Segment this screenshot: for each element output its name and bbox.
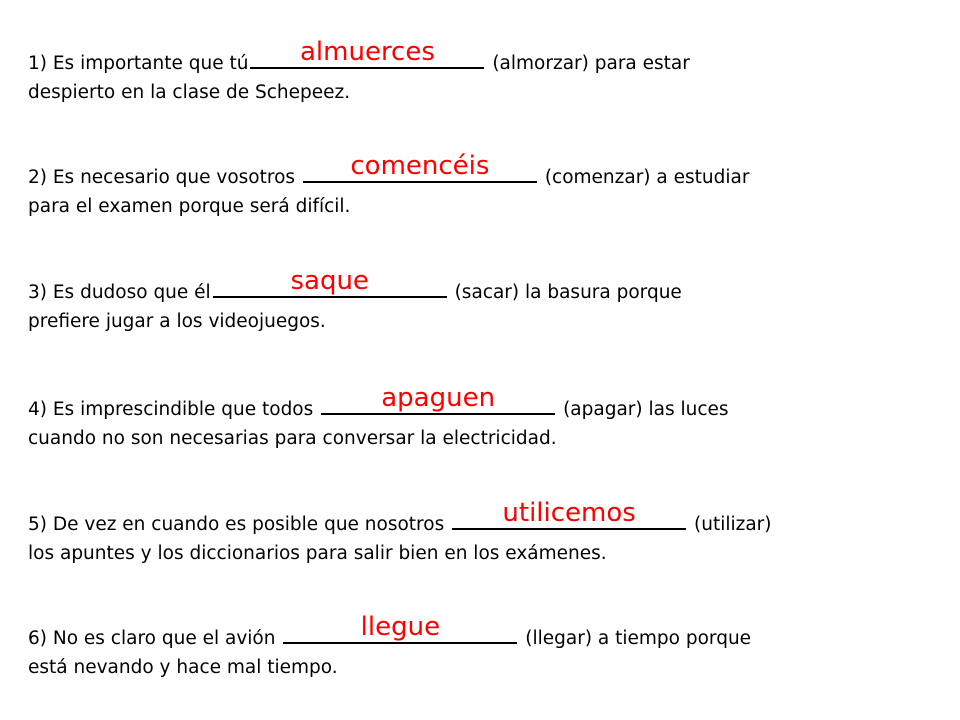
item-prompt: 3) Es dudoso que él <box>28 282 211 303</box>
answer-text: llegue <box>360 612 441 642</box>
exercise-item-2 <box>28 151 750 221</box>
item-hint: (comenzar) a estudiar <box>544 167 750 188</box>
item-hint: (almorzar) para estar <box>492 53 690 74</box>
item-continuation: prefiere jugar a los videojuegos. <box>28 311 326 332</box>
item-continuation: para el examen porque será difícil. <box>28 196 351 217</box>
answer-text: apaguen <box>381 383 496 413</box>
item-prompt: 5) De vez en cuando es posible que nosotros <box>28 514 445 535</box>
item-prompt: 4) Es imprescindible que todos <box>28 399 314 420</box>
item-prompt: 2) Es necesario que vosotros <box>28 167 296 188</box>
answer-blank <box>321 383 555 415</box>
answer-blank <box>303 151 537 183</box>
answer-blank <box>213 266 447 298</box>
exercise-item-5 <box>28 498 772 568</box>
item-hint: (apagar) las luces <box>563 399 729 420</box>
answer-text: utilicemos <box>502 498 636 528</box>
answer-blank <box>452 498 686 530</box>
item-continuation: está nevando y hace mal tiempo. <box>28 657 338 678</box>
item-hint: (utilizar) <box>694 514 772 535</box>
item-continuation: los apuntes y los diccionarios para salir bien en los exámenes. <box>28 543 607 564</box>
item-hint: (llegar) a tiempo porque <box>525 628 752 649</box>
item-continuation: despierto en la clase de Schepeez. <box>28 82 351 103</box>
exercise-item-1 <box>28 37 690 107</box>
item-continuation: cuando no son necesarias para conversar la electricidad. <box>28 428 557 449</box>
answer-blank <box>283 612 517 644</box>
exercise-item-6 <box>28 612 752 682</box>
item-prompt: 6) No es claro que el avión <box>28 628 276 649</box>
item-hint: (sacar) la basura porque <box>454 282 682 303</box>
answer-text: comencéis <box>350 151 490 181</box>
answer-text: almuerces <box>299 37 435 67</box>
item-prompt: 1) Es importante que tú <box>28 53 249 74</box>
exercise-item-4 <box>28 383 729 453</box>
answer-text: saque <box>290 266 369 296</box>
answer-blank <box>250 37 484 69</box>
exercise-item-3 <box>28 266 682 336</box>
